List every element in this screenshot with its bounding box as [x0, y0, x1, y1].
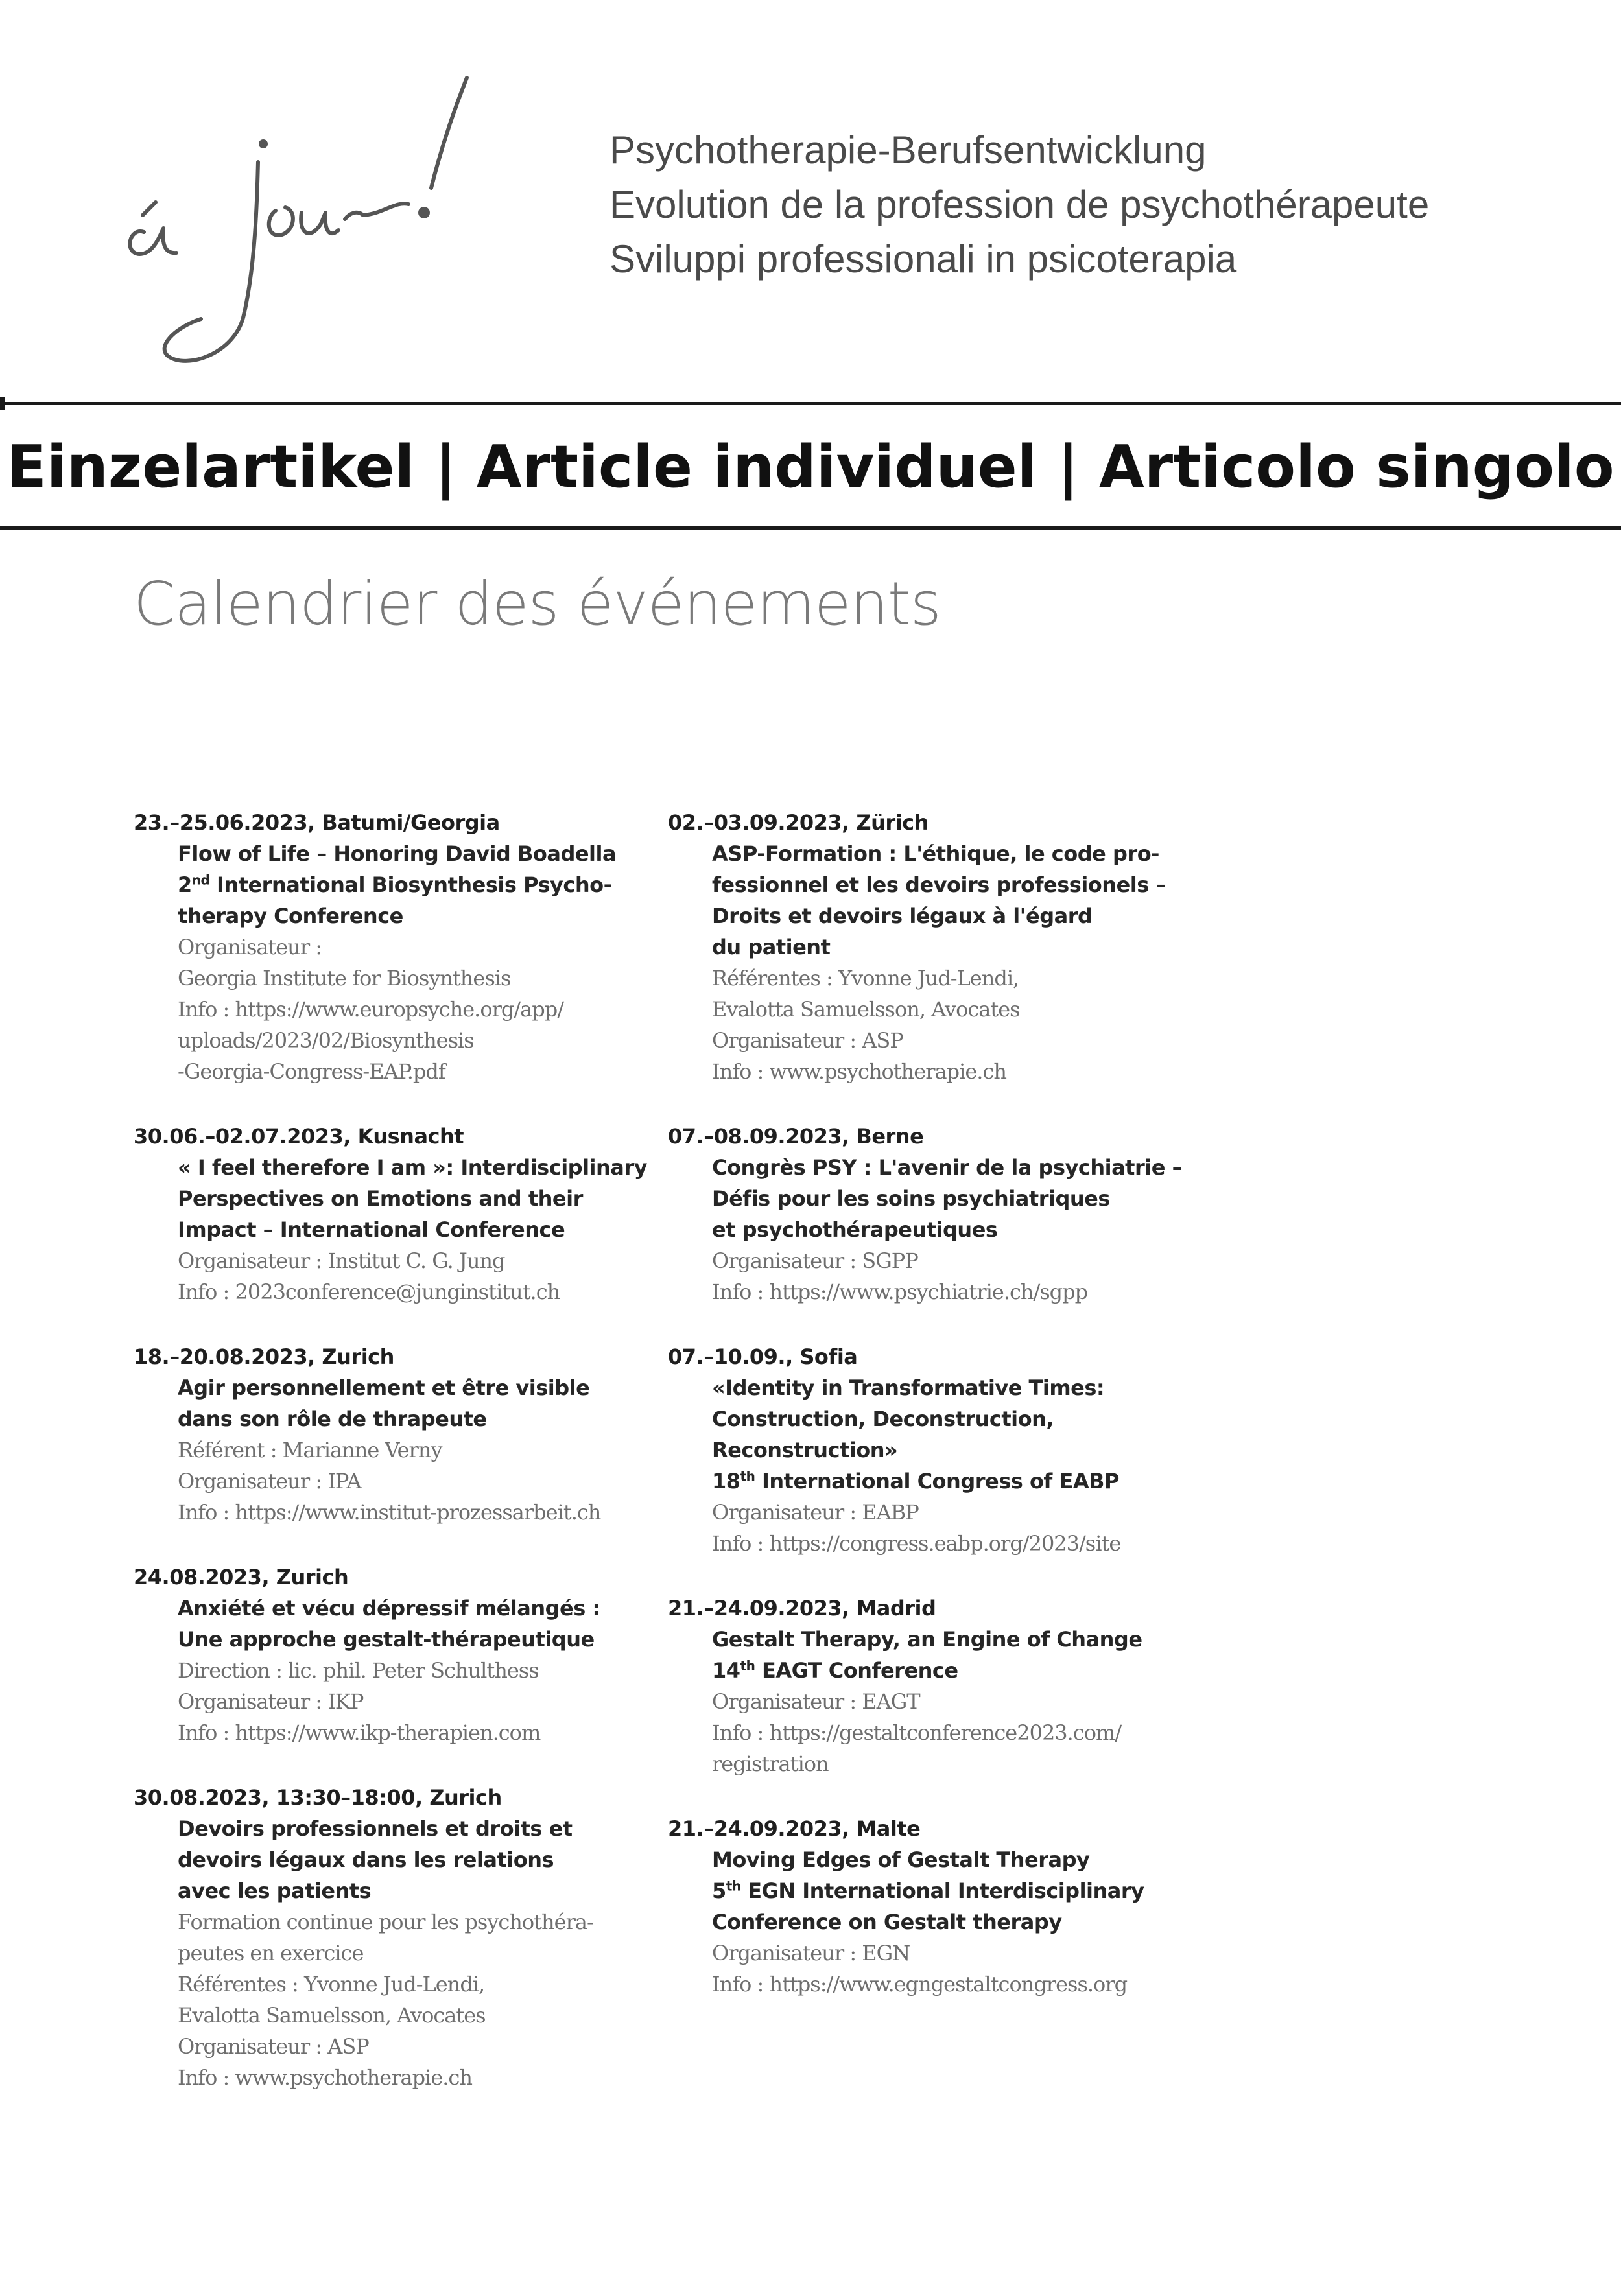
event-title-line: Reconstruction» — [712, 1438, 898, 1462]
event-detail-line: Info : https://www.psychiatrie.ch/sgpp — [712, 1280, 1088, 1304]
bottom-divider — [0, 526, 1621, 530]
event-detail-line: Référentes : Yvonne Jud-Lendi, — [178, 1972, 485, 1997]
event-detail-line: Organisateur : EGN — [712, 1941, 910, 1965]
event-title-line: avec les patients — [178, 1879, 372, 1903]
event-title-line: Flow of Life – Honoring David Boadella — [178, 841, 617, 866]
event-entry — [668, 1121, 1206, 1307]
event-title-line: Défis pour les soins psychiatriques — [712, 1186, 1110, 1211]
event-detail-line: peutes en exercice — [178, 1941, 364, 1965]
event-detail-line: uploads/2023/02/Biosynthesis — [178, 1028, 474, 1053]
event-date-location: 23.–25.06.2023, Batumi/Georgia — [134, 810, 500, 835]
tagline-fr: Evolution de la profession de psychothérapeute — [609, 183, 1430, 226]
event-detail-line: Organisateur : ASP — [712, 1028, 903, 1053]
event-title-line: Moving Edges of Gestalt Therapy — [712, 1847, 1090, 1872]
event-title-line: Devoirs professionnels et droits et — [178, 1816, 573, 1841]
event-detail-line: Info : https://www.ikp-therapien.com — [178, 1720, 541, 1745]
event-title-line: ASP-Formation : L'éthique, le code pro- — [712, 841, 1159, 866]
event-title-line: Impact – International Conference — [178, 1217, 565, 1242]
event-detail-line: Info : https://www.egngestaltcongress.org — [712, 1972, 1128, 1997]
event-detail-line: Formation continue pour les psychothéra- — [178, 1910, 593, 1934]
event-entry — [134, 1121, 672, 1307]
events-column-right — [668, 807, 1206, 2033]
event-title-line: Perspectives on Emotions and their — [178, 1186, 583, 1211]
event-detail-line: Organisateur : IPA — [178, 1469, 361, 1494]
event-date-location: 30.08.2023, 13:30–18:00, Zurich — [134, 1785, 502, 1810]
event-date-location: 02.–03.09.2023, Zürich — [668, 810, 929, 835]
event-title-line: 2nd International Biosynthesis Psycho- — [178, 872, 612, 897]
event-title-line: Construction, Deconstruction, — [712, 1407, 1054, 1431]
event-title-line: Gestalt Therapy, an Engine of Change — [712, 1627, 1142, 1652]
event-detail-line: registration — [712, 1751, 829, 1776]
event-title-line: therapy Conference — [178, 904, 403, 928]
event-title-line: fessionnel et les devoirs professionels – — [712, 873, 1166, 897]
event-title-line: 18th International Congress of EABP — [712, 1468, 1119, 1494]
event-title-line: et psychothérapeutiques — [712, 1217, 998, 1242]
event-entry — [134, 1562, 672, 1748]
event-date-location: 18.–20.08.2023, Zurich — [134, 1344, 394, 1369]
event-detail-line: Info : https://gestaltconference2023.com/ — [712, 1720, 1122, 1745]
event-detail-line: Info : https://www.europsyche.org/app/ — [178, 997, 563, 1022]
event-title-line: 5th EGN International Interdisciplinary — [712, 1878, 1144, 1903]
event-title-line: Agir personnellement et être visible — [178, 1376, 590, 1400]
event-detail-line: Evalotta Samuelsson, Avocates — [712, 997, 1020, 1022]
logo — [104, 65, 571, 369]
event-title-line: Droits et devoirs légaux à l'égard — [712, 904, 1093, 928]
event-detail-line: Info : https://congress.eabp.org/2023/site — [712, 1531, 1121, 1556]
event-detail-line: Info : 2023conference@junginstitut.ch — [178, 1280, 560, 1304]
tagline-it: Sviluppi professionali in psicoterapia — [609, 237, 1237, 281]
event-detail-line: Organisateur : ASP — [178, 2034, 369, 2059]
event-detail-line: Organisateur : SGPP — [712, 1248, 918, 1273]
event-detail-line: Georgia Institute for Biosynthesis — [178, 966, 511, 990]
event-entry — [134, 1782, 672, 2093]
top-divider — [0, 402, 1621, 405]
event-date-location: 07.–10.09., Sofia — [668, 1344, 858, 1369]
event-title-line: Conference on Gestalt therapy — [712, 1910, 1062, 1934]
event-date-location: 21.–24.09.2023, Malte — [668, 1816, 921, 1841]
event-entry — [668, 1593, 1206, 1779]
event-detail-line: Info : https://www.institut-prozessarbeit.ch — [178, 1500, 601, 1525]
event-detail-line: Organisateur : EAGT — [712, 1689, 920, 1714]
events-column-left — [134, 807, 672, 2127]
event-detail-line: Info : www.psychotherapie.ch — [712, 1059, 1006, 1084]
tagline-de: Psychotherapie-Berufsentwicklung — [609, 128, 1207, 172]
tagline-block — [609, 123, 1429, 287]
page-title: Calendrier des événements — [134, 569, 941, 638]
event-detail-line: -Georgia-Congress-EAP.pdf — [178, 1059, 445, 1084]
event-detail-line: Organisateur : IKP — [178, 1689, 364, 1714]
event-entry — [134, 807, 672, 1087]
event-title-line: Congrès PSY : L'avenir de la psychiatrie – — [712, 1155, 1183, 1180]
event-entry — [668, 807, 1206, 1087]
event-detail-line: Organisateur : — [178, 935, 322, 959]
event-entry — [668, 1813, 1206, 2000]
event-title-line: du patient — [712, 935, 831, 959]
event-entry — [668, 1341, 1206, 1559]
event-title-line: devoirs légaux dans les relations — [178, 1847, 554, 1872]
event-detail-line: Référentes : Yvonne Jud-Lendi, — [712, 966, 1019, 990]
event-title-line: 14th EAGT Conference — [712, 1658, 958, 1683]
event-date-location: 24.08.2023, Zurich — [134, 1565, 349, 1589]
event-entry — [134, 1341, 672, 1528]
event-title-line: Anxiété et vécu dépressif mélangés : — [178, 1596, 600, 1621]
event-title-line: Une approche gestalt-thérapeutique — [178, 1627, 595, 1652]
event-date-location: 30.06.–02.07.2023, Kusnacht — [134, 1124, 464, 1149]
event-detail-line: Info : www.psychotherapie.ch — [178, 2065, 472, 2090]
event-date-location: 07.–08.09.2023, Berne — [668, 1124, 924, 1149]
event-detail-line: Organisateur : Institut C. G. Jung — [178, 1248, 505, 1273]
event-title-line: « I feel therefore I am »: Interdisciplinary — [178, 1155, 648, 1180]
event-detail-line: Evalotta Samuelsson, Avocates — [178, 2003, 486, 2028]
event-detail-line: Organisateur : EABP — [712, 1500, 919, 1525]
event-detail-line: Référent : Marianne Verny — [178, 1438, 442, 1462]
event-title-line: dans son rôle de thrapeute — [178, 1407, 487, 1431]
event-date-location: 21.–24.09.2023, Madrid — [668, 1596, 936, 1621]
event-title-line: «Identity in Transformative Times: — [712, 1376, 1105, 1400]
event-detail-line: Direction : lic. phil. Peter Schulthess — [178, 1658, 539, 1683]
section-heading: Einzelartikel | Article individuel | Articolo singolo — [6, 432, 1615, 501]
